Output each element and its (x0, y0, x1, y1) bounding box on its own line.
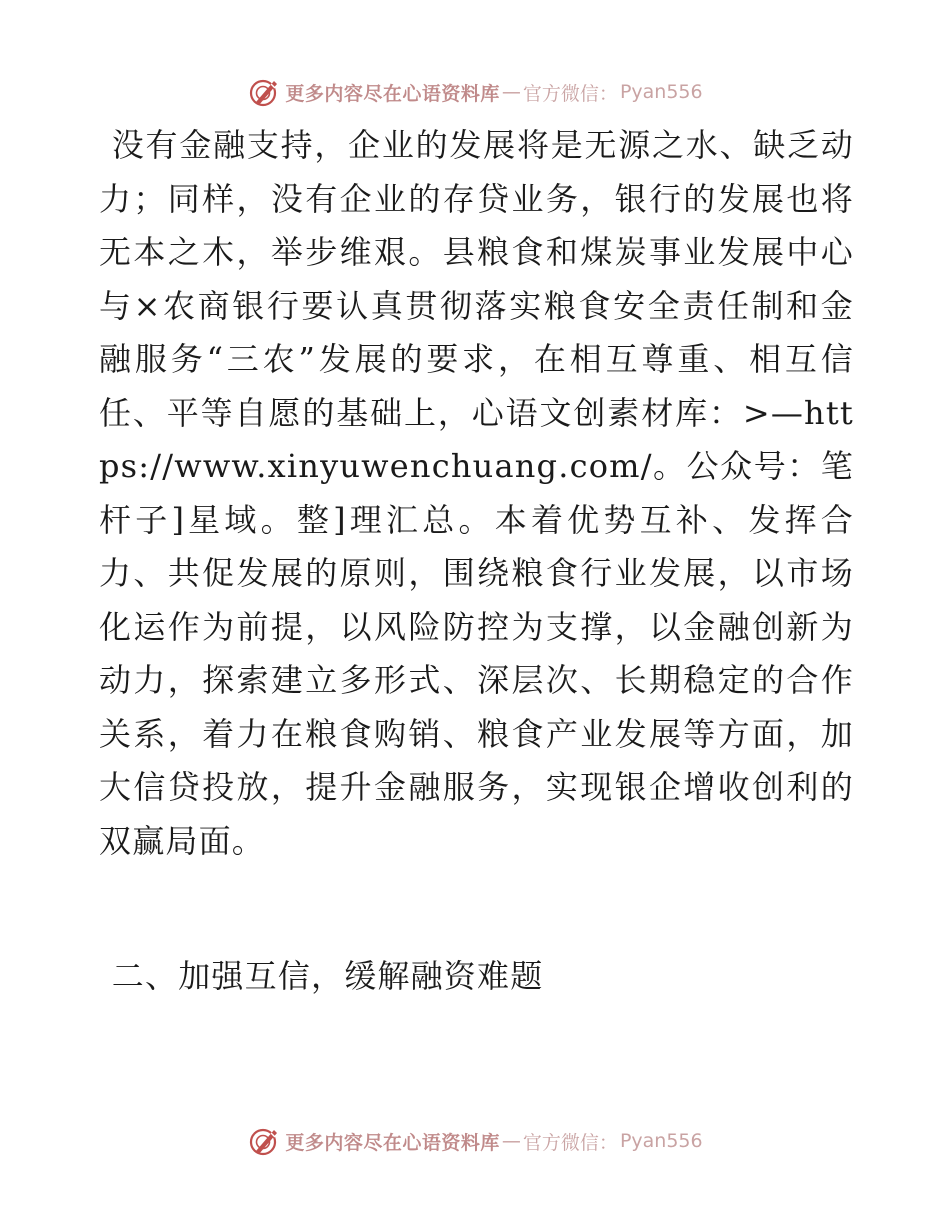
footer-banner (0, 1121, 950, 1161)
banner-separator: — (501, 81, 521, 103)
pen-logo-icon (247, 1124, 281, 1158)
document-body (99, 119, 854, 868)
footer-wechat-label: 官方微信： (522, 1131, 618, 1154)
banner-main-text: 更多内容尽在心语资料库 (285, 82, 500, 105)
footer-wechat-id: Pyan556 (619, 1130, 703, 1152)
banner-wechat-id: Pyan556 (619, 81, 703, 103)
body-paragraph: 没有金融支持，企业的发展将是无源之水、缺乏动力；同样，没有企业的存贷业务，银行的发展也将无本之木，举步维艰。县粮食和煤炭事业发展中心与×农商银行要认真贯彻落实粮食安全责任制和金融服务“三农”发展的要求，在相互尊重、相互信任、平等自愿的基础上，心语文创素材库：>—https://www.xinyuwenchuang.com/。公众号：笔杆子]星域。整]理汇总。本着优势互补、发挥合力、共促发展的原则，围绕粮食行业发展，以市场化运作为前提，以风险防控为支撑，以金融创新为动力，探索建立多形式、深层次、长期稳定的合作关系，着力在粮食购销、粮食产业发展等方面，加大信贷投放，提升金融服务，实现银企增收创利的双赢局面。 (99, 126, 854, 860)
footer-main-text: 更多内容尽在心语资料库 (285, 1131, 500, 1154)
header-banner (0, 72, 950, 112)
footer-separator: — (501, 1130, 521, 1152)
section-heading: 二、加强互信，缓解融资难题 (111, 957, 544, 995)
banner-wechat-label: 官方微信： (522, 82, 618, 105)
pen-logo-icon (247, 75, 281, 109)
